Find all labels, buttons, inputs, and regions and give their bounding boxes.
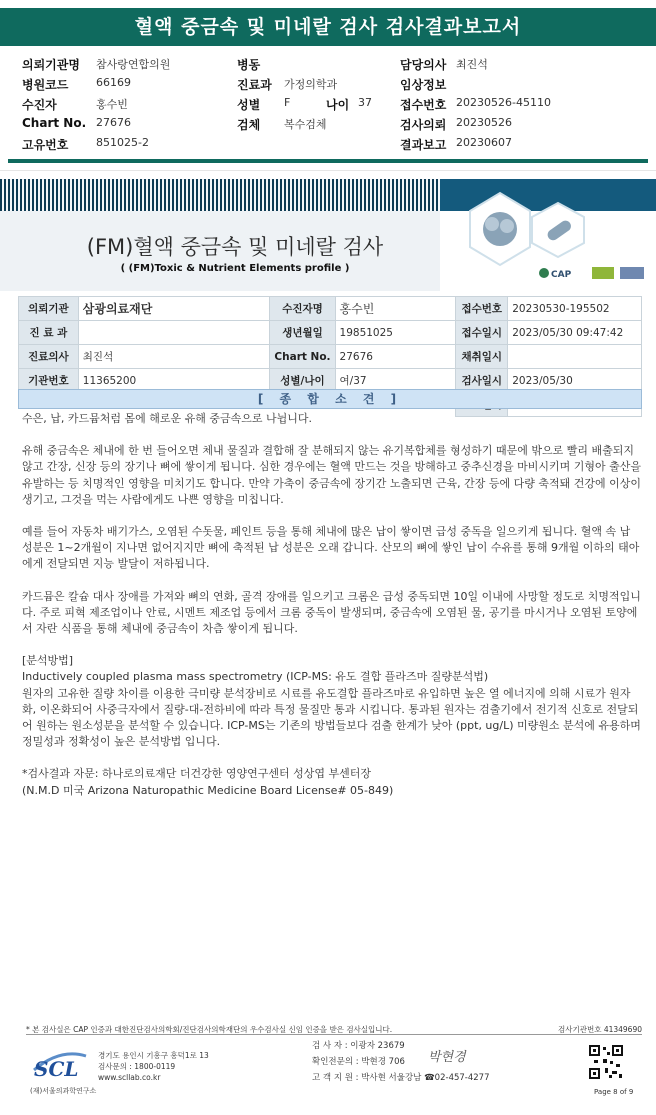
table-row [19, 297, 642, 321]
table-value: 20230530-195502 [508, 297, 642, 321]
table-key: 생년월일 [270, 321, 335, 345]
table-key: 수진자명 [270, 297, 335, 321]
institution-number: 검사기관번호 41349690 [557, 1025, 642, 1034]
cap-logo-text: CAP [551, 270, 572, 280]
sex-value: F [284, 96, 291, 109]
dept-value: 가정의학과 [284, 78, 338, 91]
table-value: 11365200 [78, 369, 270, 393]
method-description: 원자의 고유한 질량 차이를 이용한 극미량 분석장비로 시료를 유도결합 플라즈마로 유입하면 높은 열 에너지에 의해 시료가 원자화, 이온화되어 사중극자에서 질량-대-전하비에 따라 특정 물질만 통과 시킵니다. 통과된 원자는 검출기에서 전기적 신호로 전달되어 원하는 원소성분을 분석할 수 있습니다. ICP-MS는 기존의 방법들보다 검출 한계가 낮아 (ppt, ug/L) 미량원소 분석에 유용하며 정밀성과 정확성이 높은 분석방법 입니다. [22, 686, 641, 749]
table-value: 최진석 [78, 345, 270, 369]
logo-area [440, 179, 656, 289]
page-number: Page 8 of 9 [594, 1088, 634, 1096]
table-value [78, 321, 270, 345]
report-title: (FM)혈액 중금속 및 미네랄 검사 [86, 235, 384, 259]
cap-accreditation-icon [539, 268, 572, 280]
chart-label: Chart No. [22, 116, 87, 130]
unique-label: 고유번호 [22, 138, 69, 152]
method-name: Inductively coupled plasma mass spectrometry (ICP-MS: 유도 결합 플라즈마 질량분석법) [22, 670, 489, 684]
receipt-value: 20230526-45110 [456, 96, 551, 109]
source-note-2: (N.M.D 미국 Arizona Naturopathic Medicine Board License# 05-849) [22, 783, 394, 797]
specimen-value: 복수검체 [284, 118, 327, 131]
source-note-1: *검사결과 자문: 하나로의료재단 더건강한 영양연구센터 성상엽 부센터장 [22, 767, 371, 781]
lab-name: (재)서울의과학연구소 [30, 1087, 97, 1095]
table-value: 27676 [335, 345, 456, 369]
table-key: Chart No. [270, 345, 335, 369]
report-label: 결과보고 [400, 138, 447, 152]
client-value: 참사랑연합의원 [96, 58, 171, 71]
scl-logo [30, 1044, 90, 1080]
summary-paragraph-1: 수은, 납, 카드뮴처럼 몸에 해로운 유해 중금속으로 나뉩니다. [22, 412, 312, 425]
table-key: 채취일시 [456, 345, 508, 369]
doctor-label: 담당의사 [400, 58, 447, 72]
brain-icon [483, 212, 517, 246]
table-value [508, 345, 642, 369]
table-key: 진 료 과 [19, 321, 79, 345]
customer-support: 고 객 지 원 : 박사현 서울강남 ☎02-457-4277 [312, 1073, 490, 1083]
request-value: 20230526 [456, 116, 512, 129]
unique-value: 851025-2 [96, 136, 149, 149]
table-key: 기관번호 [19, 369, 79, 393]
patient-value: 홍수빈 [96, 98, 128, 111]
notice-text: * 본 검사실은 CAP 인증과 대한진단검사의학회/진단검사의학재단의 우수검사실 신임 인증을 받은 검사실입니다. [26, 1025, 393, 1034]
clinical-label: 임상정보 [400, 78, 447, 92]
report-subtitle: ( (FM)Toxic & Nutrient Elements profile ) [120, 263, 350, 274]
table-row [19, 321, 642, 345]
summary-heading: [ 종 합 소 견 ] [18, 389, 642, 409]
lab-phone: 검사문의 : 1800-0119 [98, 1062, 176, 1071]
table-row [19, 345, 642, 369]
table-value: 2023/05/30 [508, 369, 642, 393]
hospital-code-label: 병원코드 [22, 78, 69, 92]
report-banner-title: 혈액 중금속 및 미네랄 검사 검사결과보고서 [0, 8, 656, 46]
specialist-signature: 박현경 [428, 1050, 466, 1065]
table-key: 접수일시 [456, 321, 508, 345]
dept-label: 진료과 [237, 78, 272, 92]
report-body [22, 411, 642, 799]
qr-code-icon [588, 1044, 624, 1080]
examiner: 검 사 자 : 이광자 23679 [312, 1041, 405, 1051]
age-label: 나이 [326, 98, 350, 112]
table-key: 진료의사 [19, 345, 79, 369]
table-key: 성별/나이 [270, 369, 335, 393]
footer-divider [26, 1034, 642, 1035]
ward-label: 병동 [237, 58, 261, 72]
patient-header [0, 52, 656, 158]
table-value: 삼광의료재단 [78, 297, 270, 321]
patient-label: 수진자 [22, 98, 57, 112]
scanned-report [0, 170, 656, 1115]
table-key: 접수번호 [456, 297, 508, 321]
certification-logos [592, 267, 644, 279]
hospital-code-value: 66169 [96, 76, 131, 89]
lab-website[interactable]: www.scllab.co.kr [98, 1073, 161, 1082]
chart-value: 27676 [96, 116, 131, 129]
summary-paragraph-4: 카드뮴은 칼슘 대사 장애를 가져와 뼈의 연화, 골격 장애를 일으키고 크롬은 급성 중독되면 10일 이내에 사망할 정도로 치명적입니다. 주로 피혁 제조업이나 안료, 시멘트 제조업 등에서 크롬 중독이 발생되며, 중금속에 오염된 물, 공기를 마시거나 오염된 토양에서 자란 식품을 통해 체내에 중금속이 차츰 쌓이게 됩니다. [22, 589, 641, 636]
header-divider [8, 159, 648, 163]
client-label: 의뢰기관명 [22, 58, 80, 72]
specimen-label: 검체 [237, 118, 261, 132]
table-key: 의뢰기관 [19, 297, 79, 321]
table-value: 19851025 [335, 321, 456, 345]
table-value: 2023/05/30 09:47:42 [508, 321, 642, 345]
confirming-specialist: 확인전문의 : 박현경 706 [312, 1057, 405, 1067]
lab-contact [98, 1050, 209, 1083]
summary-paragraph-3: 예를 들어 자동차 배기가스, 오염된 수돗물, 페인트 등을 통해 체내에 많은 납이 쌓이면 급성 중독을 일으키게 됩니다. 혈액 속 납 성분은 1~2개월이 지나면 없어지지만 뼈에 축적된 납 성분은 오래 갑니다. 산모의 뼈에 쌓인 납이 수유를 통해 9개월 이하의 태아에게 전달되면 지능 발달이 저하됩니다. [22, 525, 640, 571]
receipt-label: 접수번호 [400, 98, 447, 112]
method-heading: [분석방법] [22, 654, 74, 668]
age-value: 37 [358, 96, 372, 109]
summary-paragraph-2: 유해 중금속은 체내에 한 번 들어오면 체내 물질과 결합해 잘 분해되지 않는 유기복합체를 형성하기 때문에 밖으로 빨리 배출되지 않고 간장, 신장 등의 장기나 뼈에 쌓이게 됩니다. 심한 경우에는 혈액 만드는 것을 방해하고 중추신경을 마비시키며 기형아 출산을 유발하는 등 치명적인 영향을 미치기도 합니다. 만약 가축이 중금속에 장기간 노출되면 근육, 간장 등에 다량 축적돼 건강에 이상이 생기고, 그것을 먹는 사람에게도 나쁜 영향을 미칩니다. [22, 444, 641, 506]
table-value: 여/37 [335, 369, 456, 393]
sex-label: 성별 [237, 98, 261, 112]
scl-logo-text: SCL [34, 1057, 79, 1080]
request-label: 검사의뢰 [400, 118, 447, 132]
lab-address: 경기도 용인시 기흥구 흥덕1로 13 [98, 1051, 209, 1060]
doctor-value: 최진석 [456, 58, 488, 71]
table-key: 검사일시 [456, 369, 508, 393]
report-value: 20230607 [456, 136, 512, 149]
table-value: 홍수빈 [335, 297, 456, 321]
